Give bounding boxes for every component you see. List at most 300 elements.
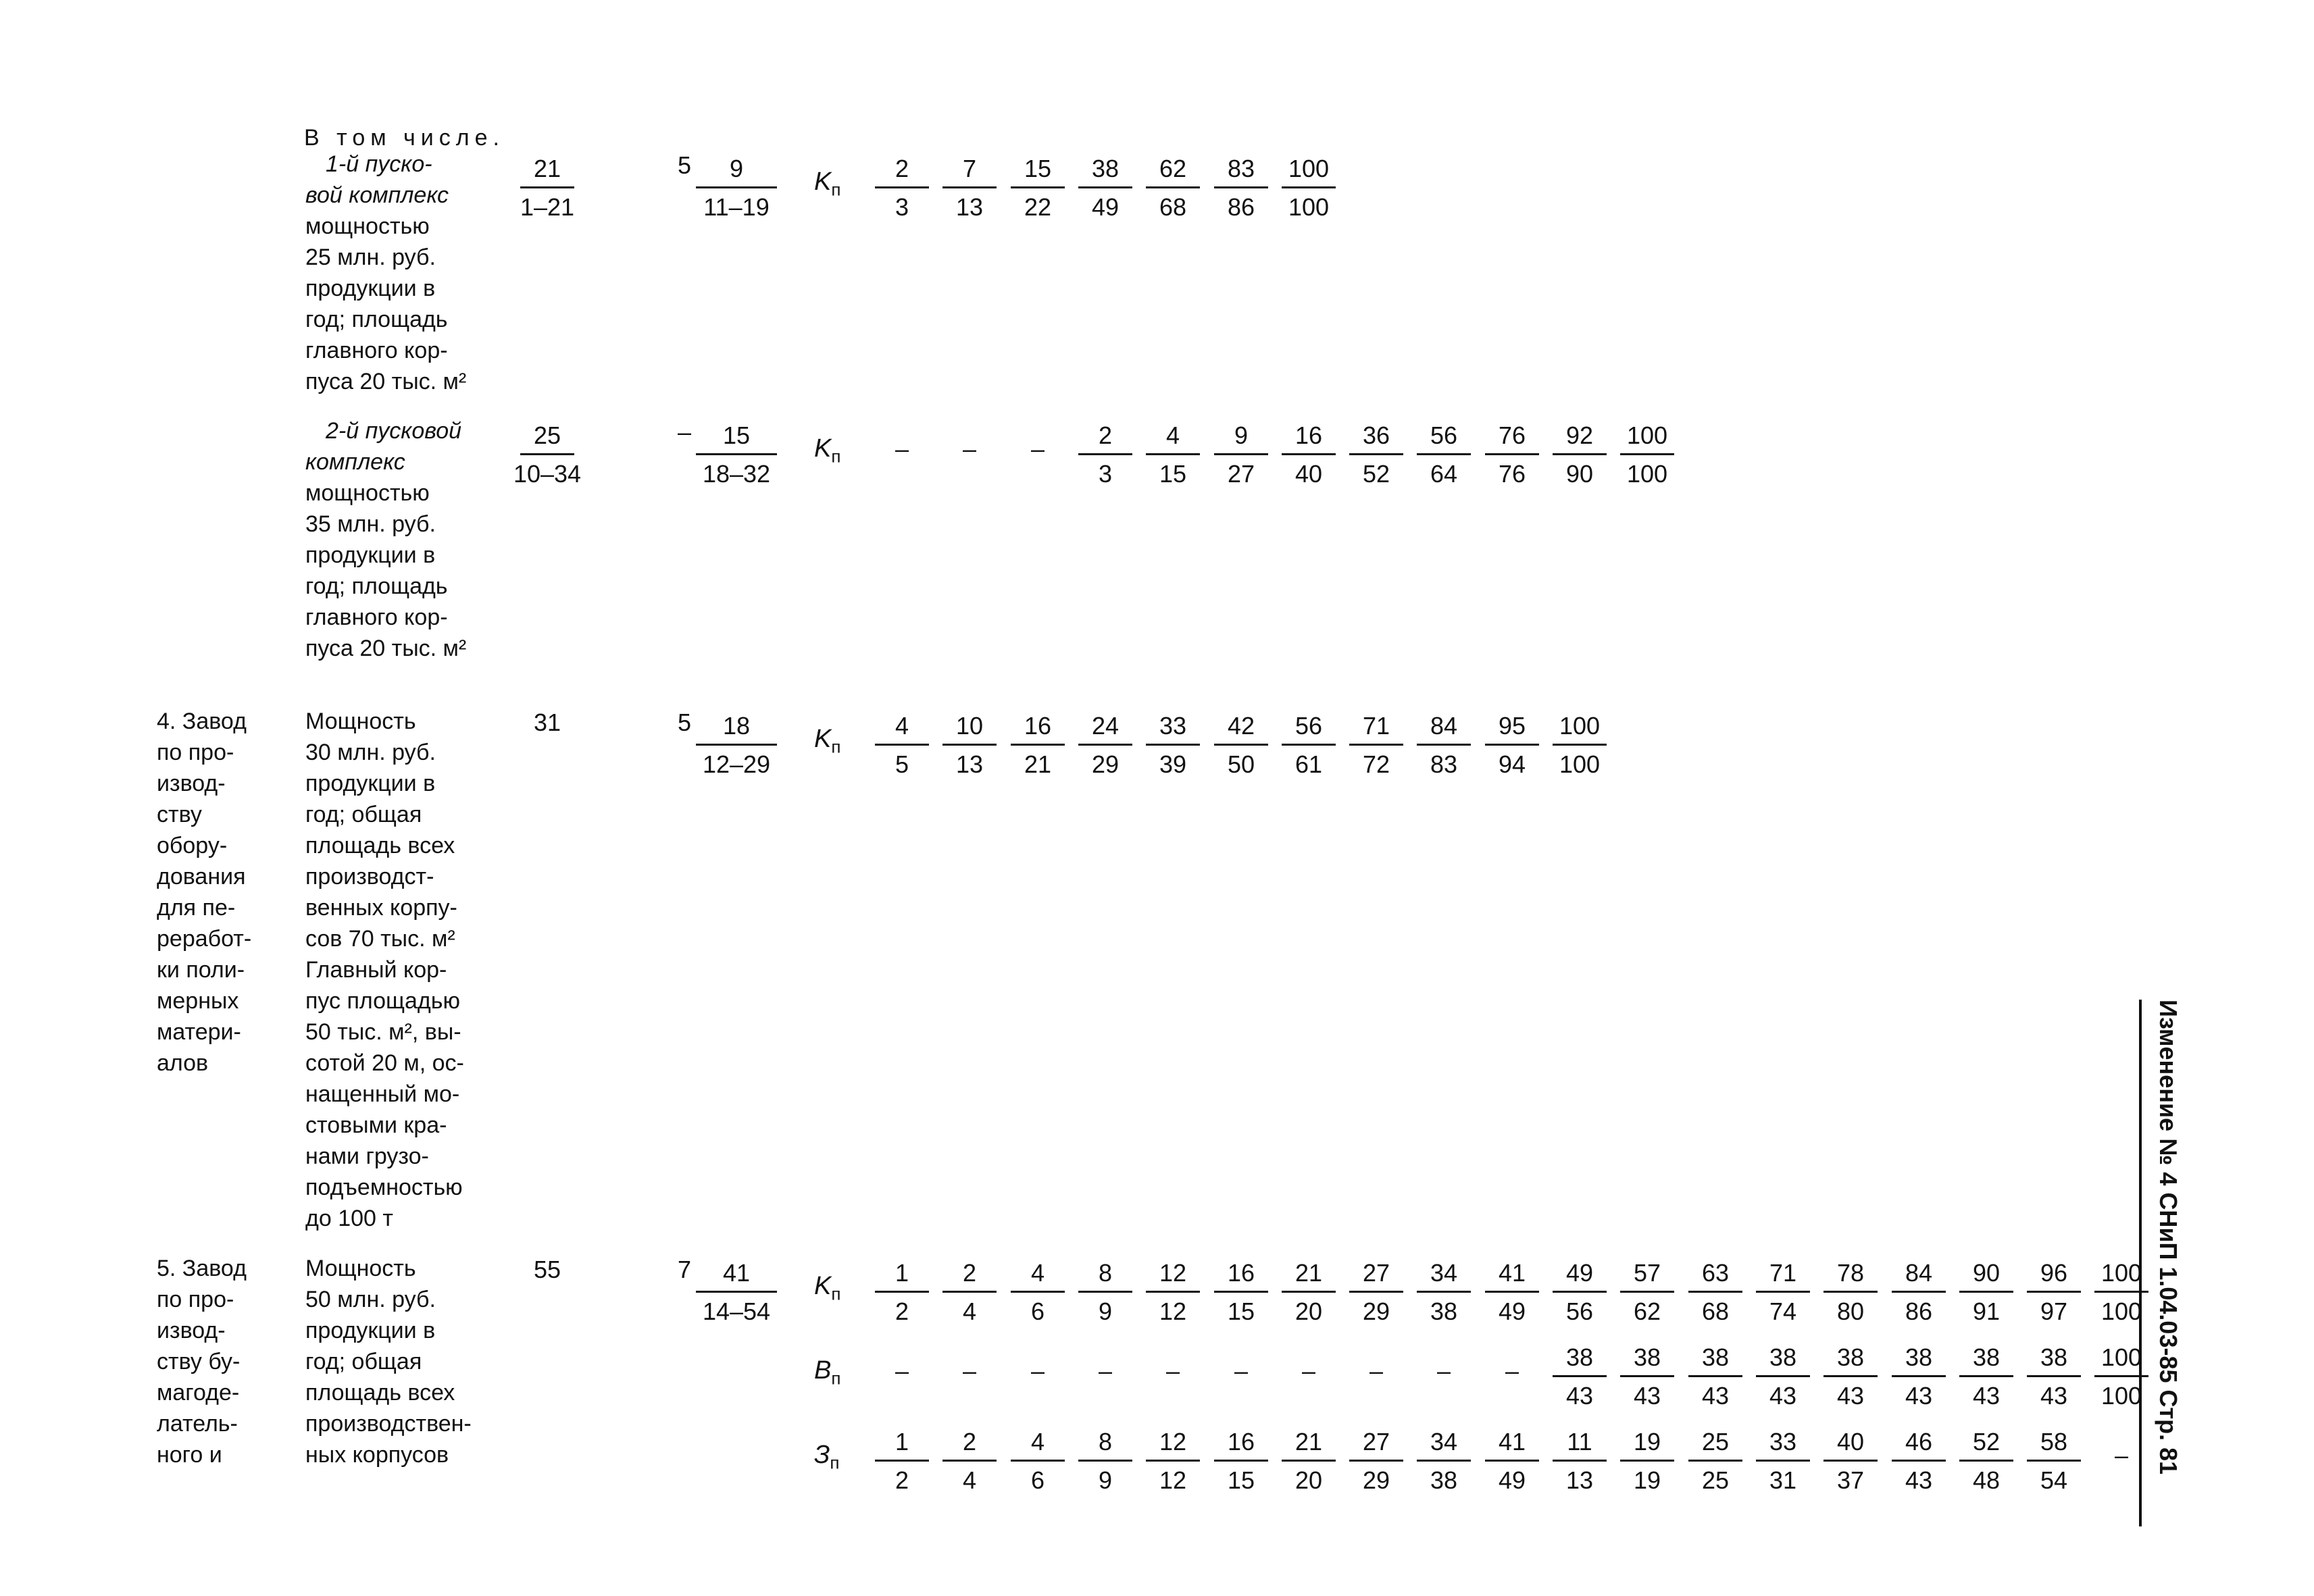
numerator: 9	[729, 155, 744, 182]
characteristic-line: год; общая	[305, 1349, 422, 1374]
numerator: 2	[962, 1259, 977, 1287]
stage-title-line: вой комплекс	[305, 182, 449, 208]
fraction-bar	[1620, 1291, 1674, 1293]
numerator: 12	[1159, 1259, 1187, 1287]
denominator: 6	[1030, 1297, 1045, 1325]
numerator: 33	[1159, 712, 1187, 740]
month-cell	[1407, 1260, 1481, 1325]
object-name-line: реработ-	[157, 926, 252, 952]
fraction-bar	[1011, 1291, 1065, 1293]
assembly-period	[686, 1260, 787, 1325]
denominator: 15	[1227, 1466, 1255, 1494]
denominator: 11–19	[703, 193, 770, 221]
denominator: 29	[1362, 1466, 1390, 1494]
month-cell	[1204, 1260, 1278, 1325]
coefficient-label: $З_п$	[814, 1441, 840, 1473]
fraction-bar	[1282, 453, 1336, 455]
denominator: 94	[1498, 750, 1526, 778]
numerator: 18	[722, 712, 751, 740]
characteristic-line: сов 70 тыс. м²	[305, 926, 455, 952]
fraction-bar	[1553, 453, 1607, 455]
characteristic-line: подъемностью	[305, 1175, 463, 1200]
month-cell	[1136, 422, 1210, 488]
assembly-period	[686, 155, 787, 221]
denominator: 62	[1633, 1297, 1661, 1325]
denominator: 3	[1098, 460, 1113, 488]
numerator: 4	[1165, 421, 1180, 449]
fraction-bar	[1011, 744, 1065, 746]
fraction-bar	[1417, 744, 1471, 746]
numerator: 2	[895, 155, 909, 182]
numerator: 15	[1024, 155, 1052, 182]
numerator: 33	[1769, 1428, 1797, 1456]
numerator: 46	[1905, 1428, 1933, 1456]
page-side-header: Изменение № 4 СНиП 1.04.03-85 Стр. 81	[2139, 1000, 2182, 1526]
denominator: 13	[1565, 1466, 1594, 1494]
stage-title-line: 1-й пуско-	[326, 151, 432, 177]
numerator: 38	[1836, 1343, 1865, 1371]
month-cell	[932, 1260, 1007, 1325]
fraction-bar	[1688, 1460, 1742, 1462]
denominator: 74	[1769, 1297, 1797, 1325]
denominator: 86	[1905, 1297, 1933, 1325]
numerator: 4	[1030, 1428, 1045, 1456]
preparation-period: 5	[677, 709, 692, 736]
characteristic-line: продукции в	[305, 1318, 436, 1343]
object-name-line: по про-	[157, 740, 234, 765]
object-name-line: матери-	[157, 1019, 241, 1045]
duration-total	[510, 155, 584, 221]
fraction-bar	[875, 1460, 929, 1462]
preparation-period: –	[677, 418, 692, 446]
fraction-bar	[2027, 1460, 2081, 1462]
fraction-bar	[696, 453, 777, 455]
denominator: 100	[2101, 1382, 2142, 1410]
fraction-bar	[875, 744, 929, 746]
characteristic-line: мощностью	[305, 213, 430, 239]
fraction-bar	[696, 744, 777, 746]
month-cell	[1746, 1260, 1820, 1325]
numerator: 34	[1430, 1259, 1458, 1287]
fraction-bar	[875, 1291, 929, 1293]
numerator: 8	[1098, 1259, 1113, 1287]
characteristic-line: продукции в	[305, 276, 436, 301]
fraction-bar	[1892, 1460, 1946, 1462]
denominator: 27	[1227, 460, 1255, 488]
fraction-bar	[942, 1291, 997, 1293]
denominator: 48	[1972, 1466, 2001, 1494]
object-name-line: дования	[157, 864, 246, 890]
fraction-bar	[1756, 1291, 1810, 1293]
month-cell	[1678, 1260, 1753, 1325]
fraction-bar	[942, 1460, 997, 1462]
coefficient-label: $K_п$	[814, 434, 841, 467]
month-cell	[1882, 1344, 1956, 1410]
fraction-bar	[1282, 186, 1336, 188]
numerator: 2	[962, 1428, 977, 1456]
denominator: 4	[962, 1297, 977, 1325]
numerator: 38	[1769, 1343, 1797, 1371]
month-cell	[1475, 713, 1549, 778]
numerator: 15	[722, 421, 751, 449]
numerator: 25	[1701, 1428, 1730, 1456]
month-cell	[1204, 713, 1278, 778]
characteristic-line: стовыми кра-	[305, 1112, 447, 1138]
fraction-bar	[1823, 1460, 1878, 1462]
numerator: 16	[1227, 1259, 1255, 1287]
characteristic-line: 35 млн. руб.	[305, 511, 436, 537]
numerator: 36	[1362, 421, 1390, 449]
numerator: 21	[1294, 1428, 1323, 1456]
fraction-bar	[1349, 1460, 1403, 1462]
month-cell-dash: –	[1436, 1357, 1451, 1385]
fraction-bar	[1146, 1460, 1200, 1462]
numerator: 62	[1159, 155, 1187, 182]
characteristic-line: площадь всех	[305, 833, 455, 858]
denominator: 64	[1430, 460, 1458, 488]
object-name-line: 5. Завод	[157, 1256, 247, 1281]
fraction-bar	[1282, 744, 1336, 746]
fraction-bar	[2094, 1375, 2148, 1377]
object-name-line: латель-	[157, 1411, 238, 1437]
numerator: 57	[1633, 1259, 1661, 1287]
fraction-bar	[1146, 453, 1200, 455]
denominator: 2	[895, 1466, 909, 1494]
fraction-bar	[696, 1291, 777, 1293]
fraction-bar	[696, 186, 777, 188]
fraction-bar	[1214, 186, 1268, 188]
object-name-line: извод-	[157, 771, 226, 796]
denominator: 25	[1701, 1466, 1730, 1494]
month-cell	[1882, 1260, 1956, 1325]
month-cell-dash: –	[962, 1357, 977, 1385]
fraction-bar	[1553, 1291, 1607, 1293]
fraction-bar	[1349, 744, 1403, 746]
denominator: 13	[955, 750, 984, 778]
coefficient-subscript: п	[831, 446, 841, 467]
denominator: 12	[1159, 1297, 1187, 1325]
denominator: 43	[1701, 1382, 1730, 1410]
month-cell	[1136, 155, 1210, 221]
month-cell-dash: –	[1369, 1357, 1384, 1385]
denominator: 1–21	[520, 193, 575, 221]
fraction-bar	[1214, 744, 1268, 746]
month-cell	[1068, 1428, 1142, 1494]
month-cell	[865, 155, 939, 221]
characteristic-line: главного кор-	[305, 338, 448, 363]
numerator: 52	[1972, 1428, 2001, 1456]
month-cell	[1475, 1260, 1549, 1325]
preparation-period: 5	[677, 151, 692, 179]
numerator: 2	[1098, 421, 1113, 449]
fraction-bar	[1349, 453, 1403, 455]
month-cell	[1610, 1260, 1684, 1325]
object-name-line: мерных	[157, 988, 239, 1014]
numerator: 12	[1159, 1428, 1187, 1456]
numerator: 4	[1030, 1259, 1045, 1287]
numerator: 9	[1234, 421, 1249, 449]
numerator: 38	[1091, 155, 1120, 182]
denominator: 14–54	[702, 1297, 771, 1325]
denominator: 97	[2040, 1297, 2068, 1325]
denominator: 100	[1288, 193, 1330, 221]
month-cell	[1813, 1344, 1888, 1410]
object-name-line: обору-	[157, 833, 228, 858]
object-name-line: алов	[157, 1050, 209, 1076]
month-cell-dash: –	[962, 435, 977, 463]
characteristic-line: площадь всех	[305, 1380, 455, 1406]
month-cell	[865, 1260, 939, 1325]
month-cell	[1339, 1428, 1413, 1494]
assembly-period	[686, 422, 787, 488]
month-cell	[2017, 1344, 2091, 1410]
month-cell	[1610, 1428, 1684, 1494]
month-cell	[1475, 422, 1549, 488]
stage-title-line: 2-й пусковой	[326, 418, 462, 444]
numerator: 84	[1905, 1259, 1933, 1287]
month-cell	[2017, 1428, 2091, 1494]
month-cell-dash: –	[1030, 1357, 1045, 1385]
month-cell	[932, 155, 1007, 221]
numerator: 21	[533, 155, 561, 182]
denominator: 4	[962, 1466, 977, 1494]
month-cell-dash: –	[1030, 435, 1045, 463]
fraction-bar	[942, 186, 997, 188]
fraction-bar	[1078, 453, 1132, 455]
object-name-line: ного и	[157, 1442, 222, 1468]
numerator: 38	[1701, 1343, 1730, 1371]
denominator: 49	[1498, 1466, 1526, 1494]
month-cell	[1678, 1344, 1753, 1410]
numerator: 11	[1567, 1428, 1592, 1456]
characteristic-line: Мощность	[305, 1256, 416, 1281]
fraction-bar	[1146, 1291, 1200, 1293]
characteristic-line: продукции в	[305, 542, 436, 568]
numerator: 95	[1498, 712, 1526, 740]
denominator: 5	[895, 750, 909, 778]
object-name-line: извод-	[157, 1318, 226, 1343]
denominator: 20	[1294, 1466, 1323, 1494]
fraction-bar	[1688, 1291, 1742, 1293]
numerator: 100	[1626, 421, 1668, 449]
month-cell	[1272, 713, 1346, 778]
numerator: 16	[1294, 421, 1323, 449]
denominator: 68	[1701, 1297, 1730, 1325]
characteristic-line: венных корпу-	[305, 895, 457, 921]
fraction-bar	[1011, 1460, 1065, 1462]
fraction-bar	[2027, 1291, 2081, 1293]
coefficient-subscript: п	[831, 736, 841, 757]
month-cell	[1001, 155, 1075, 221]
month-cell	[1272, 155, 1346, 221]
month-cell	[2084, 1344, 2159, 1410]
numerator: 21	[1294, 1259, 1323, 1287]
numerator: 100	[1559, 712, 1601, 740]
month-cell	[865, 713, 939, 778]
fraction-bar	[1823, 1375, 1878, 1377]
characteristic-line: продукции в	[305, 771, 436, 796]
numerator: 10	[955, 712, 984, 740]
fraction-bar	[1078, 1460, 1132, 1462]
numerator: 92	[1565, 421, 1594, 449]
month-cell-dash: –	[895, 435, 909, 463]
fraction-bar	[1959, 1291, 2013, 1293]
numerator: 83	[1227, 155, 1255, 182]
fraction-bar	[1553, 1375, 1607, 1377]
denominator: 13	[955, 193, 984, 221]
numerator: 41	[722, 1259, 751, 1287]
numerator: 38	[1972, 1343, 2001, 1371]
denominator: 90	[1565, 460, 1594, 488]
denominator: 83	[1430, 750, 1458, 778]
month-cell	[1339, 422, 1413, 488]
month-cell	[1272, 1428, 1346, 1494]
denominator: 43	[1972, 1382, 2001, 1410]
month-cell	[1949, 1344, 2023, 1410]
numerator: 38	[1633, 1343, 1661, 1371]
coefficient-label: $K_п$	[814, 1272, 841, 1304]
intro-heading: В том числе.	[304, 125, 505, 151]
month-cell	[932, 1428, 1007, 1494]
denominator: 49	[1091, 193, 1120, 221]
numerator: 40	[1836, 1428, 1865, 1456]
characteristic-line: сотой 20 м, ос-	[305, 1050, 464, 1076]
fraction-bar	[1214, 1291, 1268, 1293]
fraction-bar	[1688, 1375, 1742, 1377]
month-cell-dash: –	[1505, 1357, 1519, 1385]
month-cell-dash: –	[1234, 1357, 1249, 1385]
denominator: 72	[1362, 750, 1390, 778]
denominator: 20	[1294, 1297, 1323, 1325]
numerator: 1	[895, 1259, 909, 1287]
fraction-bar	[1417, 1291, 1471, 1293]
month-cell	[1542, 422, 1617, 488]
numerator: 16	[1024, 712, 1052, 740]
object-name-line: ству	[157, 802, 202, 827]
numerator: 27	[1362, 1259, 1390, 1287]
characteristic-line: 30 млн. руб.	[305, 740, 436, 765]
characteristic-line: производст-	[305, 864, 434, 890]
duration-total	[510, 422, 584, 488]
fraction-bar	[1349, 1291, 1403, 1293]
month-cell	[1882, 1428, 1956, 1494]
numerator: 71	[1769, 1259, 1797, 1287]
numerator: 76	[1498, 421, 1526, 449]
month-cell	[1068, 155, 1142, 221]
numerator: 96	[2040, 1259, 2068, 1287]
numerator: 100	[2101, 1259, 2142, 1287]
denominator: 9	[1098, 1297, 1113, 1325]
denominator: 56	[1565, 1297, 1594, 1325]
denominator: 38	[1430, 1297, 1458, 1325]
numerator: 100	[1288, 155, 1330, 182]
month-cell	[1610, 422, 1684, 488]
fraction-bar	[1078, 186, 1132, 188]
numerator: 56	[1294, 712, 1323, 740]
coefficient-subscript: п	[831, 179, 841, 200]
month-cell	[1204, 1428, 1278, 1494]
object-name-line: по про-	[157, 1287, 234, 1312]
fraction-bar	[1078, 744, 1132, 746]
coefficient-label: $В_п$	[814, 1356, 841, 1389]
fraction-bar	[2027, 1375, 2081, 1377]
denominator: 68	[1159, 193, 1187, 221]
month-cell	[1068, 1260, 1142, 1325]
numerator: 19	[1633, 1428, 1661, 1456]
denominator: 80	[1836, 1297, 1865, 1325]
numerator: 25	[533, 421, 561, 449]
coefficient-subscript: п	[831, 1283, 841, 1304]
characteristic-line: 25 млн. руб.	[305, 244, 436, 270]
fraction-bar	[520, 186, 574, 188]
month-cell	[1272, 422, 1346, 488]
numerator: 24	[1091, 712, 1120, 740]
numerator: 49	[1565, 1259, 1594, 1287]
month-cell	[932, 713, 1007, 778]
month-cell	[1475, 1428, 1549, 1494]
numerator: 38	[2040, 1343, 2068, 1371]
denominator: 43	[2040, 1382, 2068, 1410]
characteristic-line: пус площадью	[305, 988, 460, 1014]
denominator: 39	[1159, 750, 1187, 778]
denominator: 2	[895, 1297, 909, 1325]
denominator: 19	[1633, 1466, 1661, 1494]
duration-total: 31	[533, 709, 561, 736]
denominator: 22	[1024, 193, 1052, 221]
object-name-line: 4. Завод	[157, 709, 247, 734]
month-cell	[1068, 422, 1142, 488]
fraction-bar	[1214, 453, 1268, 455]
denominator: 37	[1836, 1466, 1865, 1494]
denominator: 91	[1972, 1297, 2001, 1325]
month-cell	[1813, 1260, 1888, 1325]
assembly-period	[686, 713, 787, 778]
fraction-bar	[1214, 1460, 1268, 1462]
characteristic-line: 50 тыс. м², вы-	[305, 1019, 461, 1045]
month-cell	[1204, 155, 1278, 221]
denominator: 3	[895, 193, 909, 221]
fraction-bar	[1485, 1460, 1539, 1462]
denominator: 49	[1498, 1297, 1526, 1325]
numerator: 84	[1430, 712, 1458, 740]
denominator: 21	[1024, 750, 1052, 778]
numerator: 7	[962, 155, 977, 182]
object-name-line: для пе-	[157, 895, 236, 921]
preparation-period: 7	[677, 1256, 692, 1283]
month-cell	[1542, 1428, 1617, 1494]
fraction-bar	[1620, 453, 1674, 455]
numerator: 8	[1098, 1428, 1113, 1456]
denominator: 43	[1905, 1466, 1933, 1494]
numerator: 63	[1701, 1259, 1730, 1287]
numerator: 78	[1836, 1259, 1865, 1287]
denominator: 43	[1769, 1382, 1797, 1410]
denominator: 76	[1498, 460, 1526, 488]
month-cell	[1339, 713, 1413, 778]
numerator: 16	[1227, 1428, 1255, 1456]
fraction-bar	[1485, 1291, 1539, 1293]
month-cell	[2084, 1260, 2159, 1325]
month-cell	[1001, 1260, 1075, 1325]
denominator: 100	[2101, 1297, 2142, 1325]
denominator: 31	[1769, 1466, 1797, 1494]
month-cell	[1136, 1428, 1210, 1494]
characteristic-line: Главный кор-	[305, 957, 447, 983]
fraction-bar	[1553, 1460, 1607, 1462]
month-cell-dash: –	[1301, 1357, 1316, 1385]
coefficient-label: $K_п$	[814, 168, 841, 200]
fraction-bar	[1282, 1460, 1336, 1462]
